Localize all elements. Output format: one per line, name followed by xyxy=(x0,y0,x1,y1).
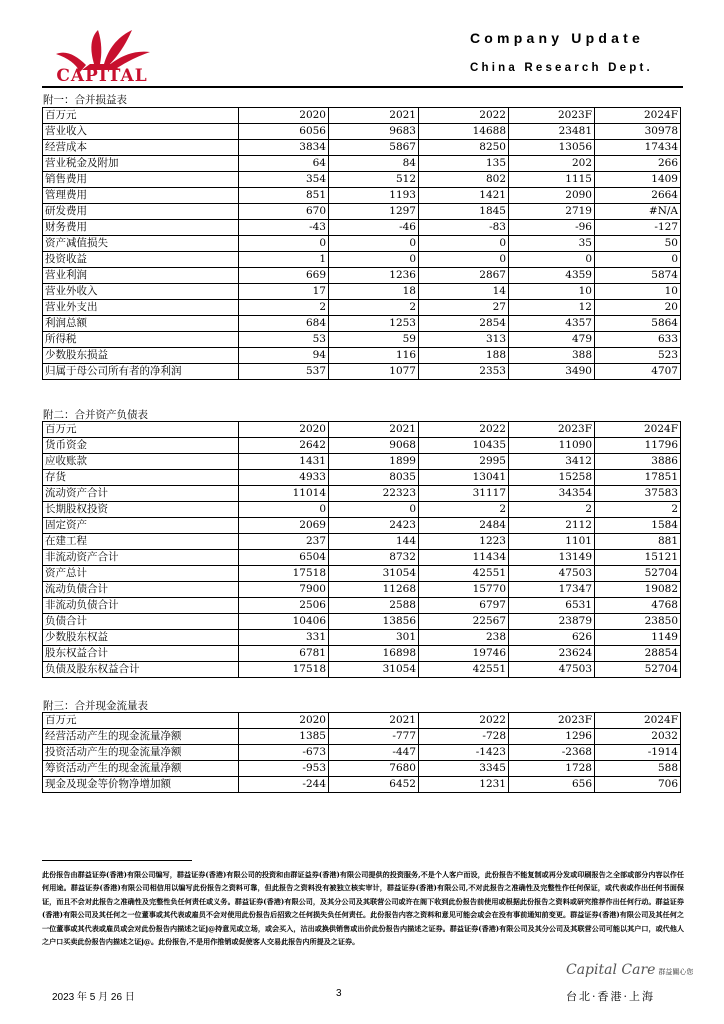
cell-value: 52704 xyxy=(595,566,681,582)
cell-value: 1236 xyxy=(329,268,419,284)
table-row xyxy=(43,188,681,204)
balance-sheet-title: 附二：合并资产负债表 xyxy=(43,409,148,421)
income-statement-table xyxy=(42,107,681,380)
cell-value: 2112 xyxy=(509,518,595,534)
cell-value: 17434 xyxy=(595,140,681,156)
cell-value: 6504 xyxy=(239,550,329,566)
cell-value: 0 xyxy=(239,502,329,518)
table-row xyxy=(43,582,681,598)
cell-value: 0 xyxy=(329,252,419,268)
cell-value: 2719 xyxy=(509,204,595,220)
cell-value: 2023F xyxy=(509,713,595,729)
row-label: 投资收益 xyxy=(43,252,239,268)
table-row xyxy=(43,236,681,252)
cell-value: 30978 xyxy=(595,124,681,140)
row-label: 货币资金 xyxy=(43,438,239,454)
cell-value: 11796 xyxy=(595,438,681,454)
cell-value: 9683 xyxy=(329,124,419,140)
cell-value: 388 xyxy=(509,348,595,364)
cell-value: 6056 xyxy=(239,124,329,140)
cell-value: 1385 xyxy=(239,729,329,745)
cell-value: 2069 xyxy=(239,518,329,534)
cell-value: 1253 xyxy=(329,316,419,332)
cell-value: 2020 xyxy=(239,422,329,438)
row-label: 非流动资产合计 xyxy=(43,550,239,566)
cell-value: 238 xyxy=(419,630,509,646)
table-row xyxy=(43,220,681,236)
cell-value: 2020 xyxy=(239,713,329,729)
cell-value: -2368 xyxy=(509,745,595,761)
cell-value: 10406 xyxy=(239,614,329,630)
row-label: 营业外收入 xyxy=(43,284,239,300)
cell-value: 11434 xyxy=(419,550,509,566)
table-row xyxy=(43,316,681,332)
cell-value: 22323 xyxy=(329,486,419,502)
cell-value: -83 xyxy=(419,220,509,236)
cell-value: 266 xyxy=(595,156,681,172)
cell-value: 13856 xyxy=(329,614,419,630)
cell-value: 13056 xyxy=(509,140,595,156)
table-header-row xyxy=(43,108,681,124)
cell-value: 9068 xyxy=(329,438,419,454)
cell-value: 523 xyxy=(595,348,681,364)
cell-value: 1728 xyxy=(509,761,595,777)
cell-value: 47503 xyxy=(509,662,595,678)
row-label: 应收账款 xyxy=(43,454,239,470)
cell-value: 1899 xyxy=(329,454,419,470)
table-row xyxy=(43,630,681,646)
table-row xyxy=(43,204,681,220)
cell-value: -244 xyxy=(239,777,329,793)
cell-value: 0 xyxy=(239,236,329,252)
department-heading: China Research Dept. xyxy=(470,62,653,74)
row-label: 营业收入 xyxy=(43,124,239,140)
cell-value: 5864 xyxy=(595,316,681,332)
cell-value: 7680 xyxy=(329,761,419,777)
cell-value: 2484 xyxy=(419,518,509,534)
table-row xyxy=(43,518,681,534)
cell-value: 2642 xyxy=(239,438,329,454)
cell-value: 10 xyxy=(509,284,595,300)
cell-value: 0 xyxy=(329,502,419,518)
cell-value: 8732 xyxy=(329,550,419,566)
cash-flow-title: 附三：合并现金流量表 xyxy=(43,700,148,712)
cash-flow-table xyxy=(42,712,681,793)
office-cities: 台北·香港·上海 xyxy=(566,990,655,1003)
table-row xyxy=(43,729,681,745)
table-row xyxy=(43,268,681,284)
capital-care-logo-text: Capital Care xyxy=(566,962,656,978)
cell-value: 2021 xyxy=(329,422,419,438)
table-row xyxy=(43,646,681,662)
cell-value: 4357 xyxy=(509,316,595,332)
footnote-rule xyxy=(42,860,192,861)
cell-value: 27 xyxy=(419,300,509,316)
table-header-row xyxy=(43,713,681,729)
cell-value: 2423 xyxy=(329,518,419,534)
cell-value: 6781 xyxy=(239,646,329,662)
cell-value: 84 xyxy=(329,156,419,172)
table-row xyxy=(43,364,681,380)
table-row xyxy=(43,140,681,156)
cell-value: 706 xyxy=(595,777,681,793)
cell-value: 1584 xyxy=(595,518,681,534)
row-label: 少数股东损益 xyxy=(43,348,239,364)
row-label: 在建工程 xyxy=(43,534,239,550)
cell-value: 94 xyxy=(239,348,329,364)
cell-value: 3834 xyxy=(239,140,329,156)
cell-value: 851 xyxy=(239,188,329,204)
row-label: 资产减值损失 xyxy=(43,236,239,252)
row-label: 归属于母公司所有者的净利润 xyxy=(43,364,239,380)
table-row xyxy=(43,332,681,348)
cell-value: 50 xyxy=(595,236,681,252)
row-label: 少数股东权益 xyxy=(43,630,239,646)
cell-value: 4359 xyxy=(509,268,595,284)
row-label: 所得税 xyxy=(43,332,239,348)
cell-value: 537 xyxy=(239,364,329,380)
cell-value: 588 xyxy=(595,761,681,777)
cell-value: 1845 xyxy=(419,204,509,220)
cell-value: 16898 xyxy=(329,646,419,662)
row-label: 财务费用 xyxy=(43,220,239,236)
cell-value: -447 xyxy=(329,745,419,761)
cell-value: 1193 xyxy=(329,188,419,204)
cell-value: 1149 xyxy=(595,630,681,646)
capital-logo-text: CAPITAL xyxy=(56,66,148,86)
table-row xyxy=(43,172,681,188)
header-rule xyxy=(42,86,683,88)
cell-value: 20 xyxy=(595,300,681,316)
table-row xyxy=(43,614,681,630)
cell-value: 11268 xyxy=(329,582,419,598)
cell-value: 1115 xyxy=(509,172,595,188)
cell-value: 14688 xyxy=(419,124,509,140)
cell-value: 3886 xyxy=(595,454,681,470)
row-label: 流动负债合计 xyxy=(43,582,239,598)
cell-value: 633 xyxy=(595,332,681,348)
cell-value: 3412 xyxy=(509,454,595,470)
cell-value: -1423 xyxy=(419,745,509,761)
cell-value: 52704 xyxy=(595,662,681,678)
cell-value: 354 xyxy=(239,172,329,188)
table-row xyxy=(43,438,681,454)
cell-value: 1231 xyxy=(419,777,509,793)
cell-value: -777 xyxy=(329,729,419,745)
row-label: 筹资活动产生的现金流量净额 xyxy=(43,761,239,777)
cell-value: 2022 xyxy=(419,422,509,438)
disclaimer-text: 此份报告由群益证券(香港)有限公司编写，群益证券(香港)有限公司的投资和由群证益券(香港)有限公司提供的投资服务,不是个人客户而设，此份报告不能复制或再分发或印刷报告之全部或部分内容以作任何用途。群益证券(香港)有限公司相信用以编写此份报告之资料可靠，但此报告之资料没有被独立核实审计，群益证券(香港)有限公司,不对此报告之准确性及完整性作任何保证，或代表或作出任何书面保证，而且不会对此报告之准确性及完整性负任何责任或义务。群益证券(香港)有限公司，及其分公司及其联营公司或许在阁下收到此份报告前使用或根据此份报告之资料或研究推荐作出任何行动。群益证券(香港)有限公司及其任何之一位董事或其代表或雇员不会对使用此份报告后招致之任何损失负任何责任。此份报告内容之资料和意见可能会或会在没有事前通知前变更。群益证券(香港)有限公司及其任何之一位董事或其代表或雇员或会对此份报告内描述之证j@持意见或立场，或会买入，沽出或换供销售或出价此份报告内描述之证券。群益证券(香港)有限公司及其分公司及其联营公司可能以其户口，或代他人之户口买卖此份报告内描述之证j@。此份报告,不是用作推销或促使客人交易此报告内所提及之证券。 xyxy=(42,870,684,947)
row-label: 营业外支出 xyxy=(43,300,239,316)
cell-value: 2664 xyxy=(595,188,681,204)
cell-value: 1101 xyxy=(509,534,595,550)
cell-value: 670 xyxy=(239,204,329,220)
cell-value: 2 xyxy=(509,502,595,518)
cell-value: 2023F xyxy=(509,108,595,124)
cell-value: 1296 xyxy=(509,729,595,745)
table-row xyxy=(43,534,681,550)
table-row xyxy=(43,284,681,300)
cell-value: 1223 xyxy=(419,534,509,550)
cell-value: 11090 xyxy=(509,438,595,454)
cell-value: 2588 xyxy=(329,598,419,614)
cell-value: 684 xyxy=(239,316,329,332)
cell-value: 188 xyxy=(419,348,509,364)
cell-value: 14 xyxy=(419,284,509,300)
table-row xyxy=(43,470,681,486)
cell-value: -96 xyxy=(509,220,595,236)
table-row xyxy=(43,566,681,582)
cell-value: 47503 xyxy=(509,566,595,582)
table-row xyxy=(43,252,681,268)
cell-value: 23850 xyxy=(595,614,681,630)
table-row xyxy=(43,777,681,793)
row-label: 负债及股东权益合计 xyxy=(43,662,239,678)
cell-value: 15258 xyxy=(509,470,595,486)
cell-value: 202 xyxy=(509,156,595,172)
table-row xyxy=(43,348,681,364)
cell-value: 37583 xyxy=(595,486,681,502)
table-row xyxy=(43,598,681,614)
balance-sheet-table xyxy=(42,421,681,678)
cell-value: 12 xyxy=(509,300,595,316)
row-label: 固定资产 xyxy=(43,518,239,534)
cell-value: 669 xyxy=(239,268,329,284)
cell-value: 31054 xyxy=(329,566,419,582)
cell-value: 42551 xyxy=(419,566,509,582)
table-row xyxy=(43,486,681,502)
cell-value: 5867 xyxy=(329,140,419,156)
cell-value: 2854 xyxy=(419,316,509,332)
table-row xyxy=(43,502,681,518)
cell-value: 2022 xyxy=(419,713,509,729)
cell-value: 2024F xyxy=(595,422,681,438)
cell-value: -43 xyxy=(239,220,329,236)
cell-value: 8035 xyxy=(329,470,419,486)
table-row xyxy=(43,662,681,678)
page-number: 3 xyxy=(336,988,342,999)
cell-value: 17518 xyxy=(239,566,329,582)
cell-value: 15770 xyxy=(419,582,509,598)
row-label: 经营成本 xyxy=(43,140,239,156)
cell-value: 31054 xyxy=(329,662,419,678)
cell-value: 17851 xyxy=(595,470,681,486)
cell-value: 1297 xyxy=(329,204,419,220)
cell-value: 31117 xyxy=(419,486,509,502)
row-label: 现金及现金等价物净增加额 xyxy=(43,777,239,793)
cell-value: 116 xyxy=(329,348,419,364)
cell-value: 479 xyxy=(509,332,595,348)
cell-value: 2867 xyxy=(419,268,509,284)
table-row xyxy=(43,745,681,761)
row-label: 资产总计 xyxy=(43,566,239,582)
cell-value: 23624 xyxy=(509,646,595,662)
cell-value: 2021 xyxy=(329,108,419,124)
cell-value: 8250 xyxy=(419,140,509,156)
cell-value: -1914 xyxy=(595,745,681,761)
cell-value: 2506 xyxy=(239,598,329,614)
income-statement-title: 附一：合并损益表 xyxy=(43,94,127,106)
cell-value: 626 xyxy=(509,630,595,646)
cell-value: -728 xyxy=(419,729,509,745)
cell-value: 2 xyxy=(595,502,681,518)
table-row xyxy=(43,761,681,777)
table-row xyxy=(43,124,681,140)
cell-value: 5874 xyxy=(595,268,681,284)
row-label: 负债合计 xyxy=(43,614,239,630)
cell-value: 2 xyxy=(329,300,419,316)
row-label: 存货 xyxy=(43,470,239,486)
cell-value: 17 xyxy=(239,284,329,300)
cell-value: 10435 xyxy=(419,438,509,454)
cell-value: 64 xyxy=(239,156,329,172)
cell-value: 135 xyxy=(419,156,509,172)
row-label: 经营活动产生的现金流量净额 xyxy=(43,729,239,745)
cell-value: 17347 xyxy=(509,582,595,598)
cell-value: 11014 xyxy=(239,486,329,502)
cell-value: 13041 xyxy=(419,470,509,486)
table-row xyxy=(43,454,681,470)
row-label: 流动资产合计 xyxy=(43,486,239,502)
cell-value: -127 xyxy=(595,220,681,236)
cell-value: 144 xyxy=(329,534,419,550)
cell-value: 6452 xyxy=(329,777,419,793)
cell-value: 1421 xyxy=(419,188,509,204)
cell-value: 15121 xyxy=(595,550,681,566)
cell-value: 2024F xyxy=(595,713,681,729)
cell-value: -46 xyxy=(329,220,419,236)
cell-value: 42551 xyxy=(419,662,509,678)
cell-value: 1431 xyxy=(239,454,329,470)
cell-value: 13149 xyxy=(509,550,595,566)
row-label: 营业利润 xyxy=(43,268,239,284)
cell-value: -673 xyxy=(239,745,329,761)
row-label: 管理费用 xyxy=(43,188,239,204)
cell-value: 2 xyxy=(419,502,509,518)
cell-value: 802 xyxy=(419,172,509,188)
cell-value: 4933 xyxy=(239,470,329,486)
table-row xyxy=(43,300,681,316)
capital-care-logo-sub: 群益關心您 xyxy=(658,968,694,976)
cell-value: 0 xyxy=(595,252,681,268)
cell-value: 10 xyxy=(595,284,681,300)
report-date: 2023 年 5 月 26 日 xyxy=(52,992,135,1003)
row-label: 营业税金及附加 xyxy=(43,156,239,172)
cell-value: 2 xyxy=(239,300,329,316)
table-header-row xyxy=(43,422,681,438)
cell-value: 881 xyxy=(595,534,681,550)
row-label: 百万元 xyxy=(43,422,239,438)
cell-value: 2353 xyxy=(419,364,509,380)
cell-value: 331 xyxy=(239,630,329,646)
cell-value: 23879 xyxy=(509,614,595,630)
row-label: 研发费用 xyxy=(43,204,239,220)
row-label: 百万元 xyxy=(43,108,239,124)
cell-value: 2020 xyxy=(239,108,329,124)
row-label: 股东权益合计 xyxy=(43,646,239,662)
cell-value: 59 xyxy=(329,332,419,348)
row-label: 百万元 xyxy=(43,713,239,729)
cell-value: 0 xyxy=(419,236,509,252)
table-row xyxy=(43,550,681,566)
cell-value: 18 xyxy=(329,284,419,300)
row-label: 投资活动产生的现金流量净额 xyxy=(43,745,239,761)
row-label: 长期股权投资 xyxy=(43,502,239,518)
cell-value: 2021 xyxy=(329,713,419,729)
cell-value: 3490 xyxy=(509,364,595,380)
cell-value: 0 xyxy=(509,252,595,268)
cell-value: 0 xyxy=(329,236,419,252)
cell-value: 23481 xyxy=(509,124,595,140)
cell-value: 53 xyxy=(239,332,329,348)
cell-value: 0 xyxy=(419,252,509,268)
cell-value: 313 xyxy=(419,332,509,348)
cell-value: 512 xyxy=(329,172,419,188)
cell-value: 4768 xyxy=(595,598,681,614)
row-label: 非流动负债合计 xyxy=(43,598,239,614)
cell-value: 19082 xyxy=(595,582,681,598)
cell-value: 6531 xyxy=(509,598,595,614)
cell-value: 2032 xyxy=(595,729,681,745)
cell-value: 2024F xyxy=(595,108,681,124)
cell-value: 28854 xyxy=(595,646,681,662)
cell-value: #N/A xyxy=(595,204,681,220)
cell-value: 34354 xyxy=(509,486,595,502)
cell-value: 2022 xyxy=(419,108,509,124)
row-label: 销售费用 xyxy=(43,172,239,188)
cell-value: 22567 xyxy=(419,614,509,630)
cell-value: 1409 xyxy=(595,172,681,188)
row-label: 利润总额 xyxy=(43,316,239,332)
cell-value: 4707 xyxy=(595,364,681,380)
cell-value: 301 xyxy=(329,630,419,646)
cell-value: 1077 xyxy=(329,364,419,380)
cell-value: 2023F xyxy=(509,422,595,438)
cell-value: 656 xyxy=(509,777,595,793)
table-row xyxy=(43,156,681,172)
cell-value: 3345 xyxy=(419,761,509,777)
cell-value: 17518 xyxy=(239,662,329,678)
cell-value: 2090 xyxy=(509,188,595,204)
cell-value: 19746 xyxy=(419,646,509,662)
cell-value: 7900 xyxy=(239,582,329,598)
cell-value: 1 xyxy=(239,252,329,268)
capital-care-logo xyxy=(566,962,693,978)
company-update-heading: Company Update xyxy=(470,30,644,46)
cell-value: -953 xyxy=(239,761,329,777)
cell-value: 2995 xyxy=(419,454,509,470)
cell-value: 35 xyxy=(509,236,595,252)
cell-value: 6797 xyxy=(419,598,509,614)
cell-value: 237 xyxy=(239,534,329,550)
